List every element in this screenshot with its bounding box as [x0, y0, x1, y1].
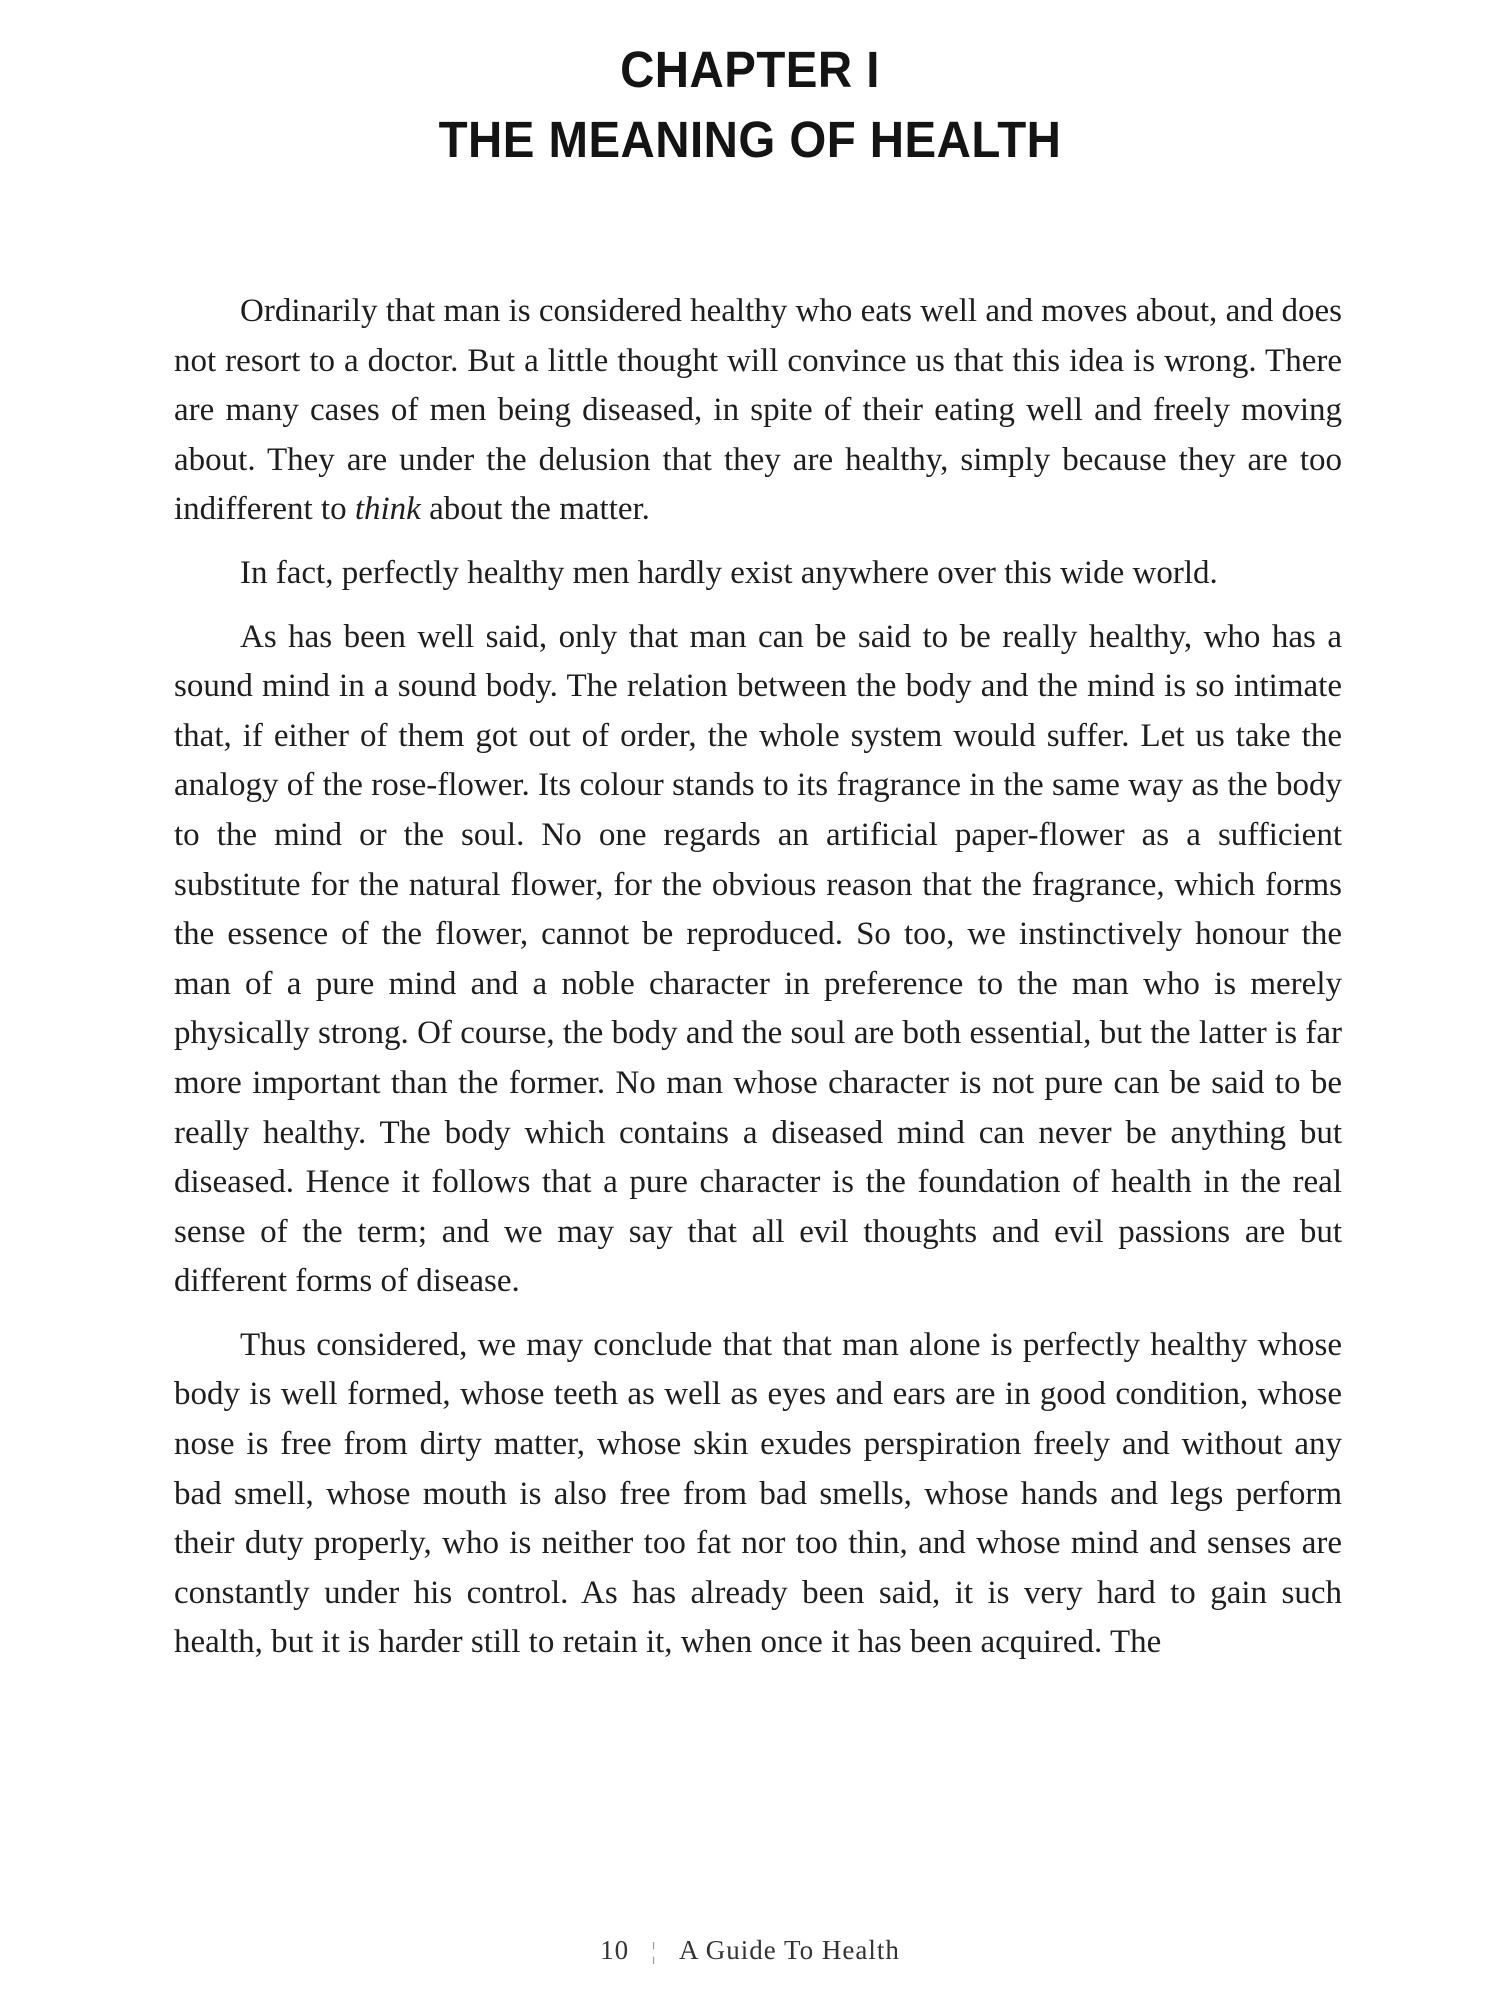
running-book-title: A Guide To Health — [678, 1935, 900, 1965]
paragraph-1-text-start: Ordinarily that man is considered healthy who eats well and moves about, and does not resort to a doctor. But a little thought will convince us that this idea is wrong. There are many cases of men being diseased, in spite of their eating well and freely moving about. They are under the delusion that they are healthy, simply because they are too indifferent to — [174, 293, 1342, 528]
paragraph-4: Thus considered, we may conclude that that man alone is perfectly healthy whose body is well formed, whose teeth as well as eyes and ears are in good condition, whose nose is free from dirty matter, whose skin exudes perspiration freely and without any bad smell, whose mouth is also free from bad smells, whose hands and legs perform their duty properly, who is neither too fat nor too thin, and whose mind and senses are constantly under his control. As has already been said, it is very hard to gain such health, but it is harder still to retain it, when once it has been acquired. The — [174, 1326, 1342, 1661]
paragraph-2: In fact, perfectly healthy men hardly exist anywhere over this wide world. — [240, 554, 1218, 591]
paragraph-1-emphasis: think — [354, 491, 421, 528]
paragraph-3: As has been well said, only that man can be said to be really healthy, who has a sound mind in a sound body. The relation between the body and the mind is so intimate that, if either of them got out of order, the whole system would suffer. Let us take the analogy of the rose-flower. Its colour stands to its fragrance in the same way as the body to the mind or the soul. No one regards an artificial paper-flower as a sufficient substitute for the natural flower, for the obvious reason that the fragrance, which forms the essence of the flower, cannot be reproduced. So too, we instinctively honour the man of a pure mind and a noble character in preference to the man who is merely physically strong. Of course, the body and the soul are both essential, but the latter is far more important than the former. No man whose character is not pure can be said to be really healthy. The body which contains a diseased mind can never be anything but diseased. Hence it follows that a pure character is the foundation of health in the real sense of the term; and we may say that all evil thoughts and evil passions are but different forms of disease. — [174, 618, 1342, 1300]
page-footer — [0, 1933, 1500, 1969]
page-number: 10 — [600, 1935, 630, 1965]
paragraph-1 — [174, 287, 1342, 535]
paragraph-1-text-end: about the matter. — [420, 491, 650, 528]
chapter-body — [174, 287, 1342, 1668]
chapter-number: CHAPTER I — [620, 41, 880, 98]
chapter-title: THE MEANING OF HEALTH — [438, 111, 1062, 168]
footer-separator: ¦ — [651, 1939, 657, 1965]
